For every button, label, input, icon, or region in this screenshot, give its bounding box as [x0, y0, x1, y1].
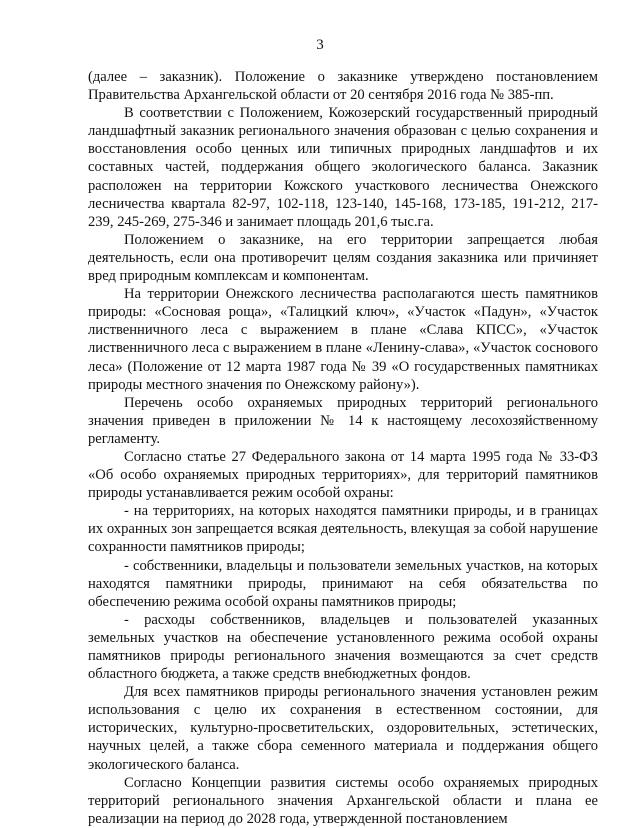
- paragraph: Согласно Концепции развития системы особо охраняемых природных территорий регионального значения Архангельской области и плана ее реализации на период до 2028 года, утвержденной постановлением: [88, 774, 598, 827]
- list-item: - на территориях, на которых находятся памятники природы, и в границах их охранных зон запрещается всякая деятельность, влекущая за собой нарушение сохранности памятников природы;: [88, 503, 598, 556]
- body-text: [88, 68, 598, 828]
- paragraph: На территории Онежского лесничества располагаются шесть памятников природы: «Сосновая роща», «Талицкий ключ», «Участок «Падун», «Участок лиственничного леса с выражением в плане «Слава КПСС», «Участок лиственничного леса с выражением в плане «Ленину-слава», «Участок соснового леса» (Положение от 12 марта 1987 года № 39 «О государственных памятниках природы местного значения по Онежскому району»).: [88, 286, 598, 393]
- paragraph: Согласно статье 27 Федерального закона от 14 марта 1995 года № 33-ФЗ «Об особо охраняемых природных территориях», для территорий памятников природы устанавливается режим особой охраны:: [88, 448, 598, 502]
- page-number: 3: [316, 37, 324, 53]
- paragraph: В соответствии с Положением, Кожозерский государственный природный ландшафтный заказник регионального значения образован с целью сохранения и восстановления особо ценных или типичных природных ландшафтов и их составных частей, поддержания общего экологического баланса. Заказник расположен на территории Кожского участкового лесничества Онежского лесничества квартала 82-97, 102-118, 123-140, 145-168, 173-185, 191-212, 217-239, 245-269, 275-346 и занимает площадь 201,6 тыс.га.: [88, 105, 598, 230]
- paragraph: (далее – заказник). Положение о заказнике утверждено постановлением Правительства Архангельской области от 20 сентября 2016 года № 385-пп.: [88, 69, 598, 104]
- paragraph: Для всех памятников природы регионального значения установлен режим использования с целю их сохранения в естественном состоянии, для исторических, культурно-просветительских, оздоровительных, эстетических, научных целей, а также сбора семенного материала и поддержания общего экологического баланса.: [88, 684, 598, 773]
- paragraph: Перечень особо охраняемых природных территорий регионального значения приведен в приложении № 14 к настоящему лесохозяйственному регламенту.: [88, 394, 598, 447]
- paragraph: Положением о заказнике, на его территории запрещается любая деятельность, если она противоречит целям создания заказника или причиняет вред природным комплексам и компонентам.: [88, 231, 598, 285]
- list-item: - собственники, владельцы и пользователи земельных участков, на которых находятся памятники природы, принимают на себя обязательства по обеспечению режима особой охраны памятников природы;: [88, 557, 598, 610]
- list-item: - расходы собственников, владельцев и пользователей указанных земельных участков на обеспечение установленного режима особой охраны памятников природы регионального значения возмещаются за счет средств областного бюджета, а также средств внебюджетных фондов.: [88, 611, 598, 683]
